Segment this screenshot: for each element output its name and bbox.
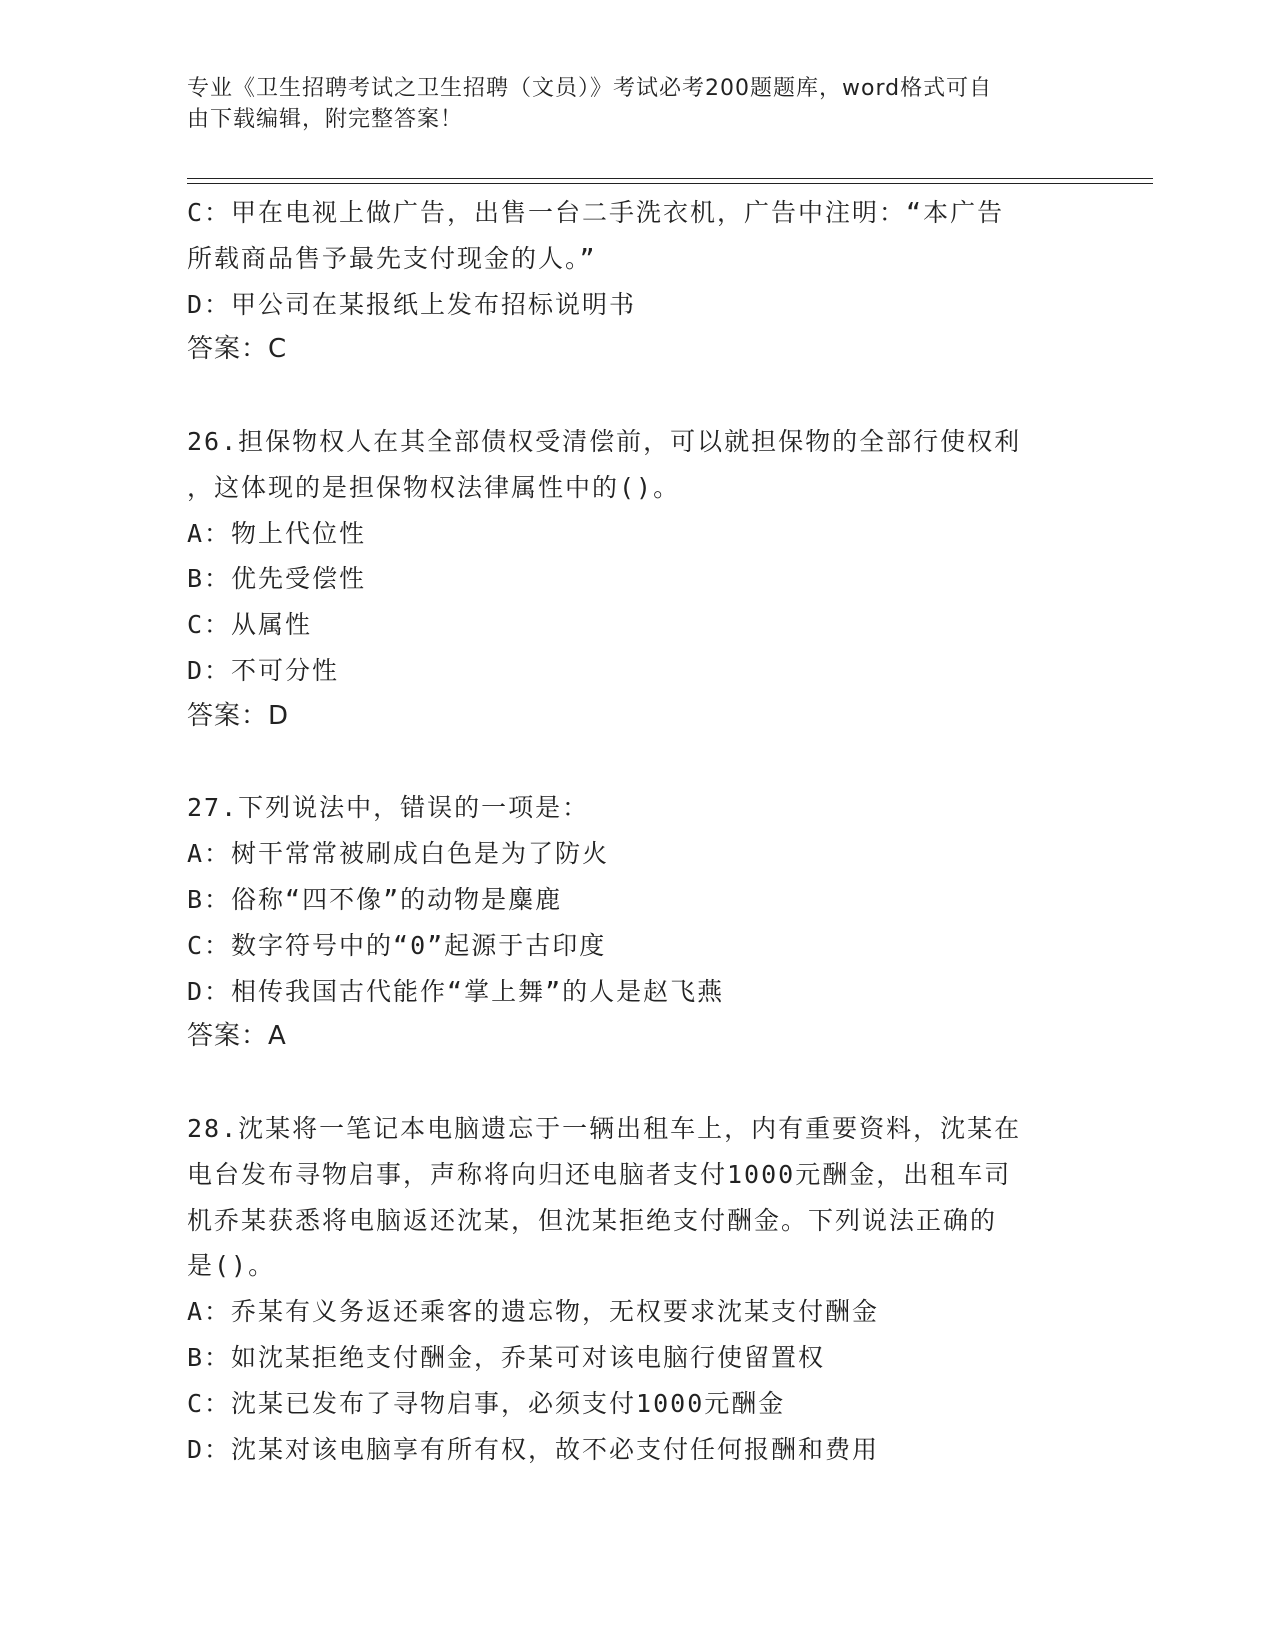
question-stem-line: 26.担保物权人在其全部债权受清偿前，可以就担保物的全部行使权利 xyxy=(187,426,1022,456)
spacer xyxy=(187,1060,1087,1106)
header-line-1: 专业《卫生招聘考试之卫生招聘（文员）》考试必考200题题库，word格式可自 xyxy=(187,76,993,101)
header-divider-bottom xyxy=(187,183,1153,184)
header-line-2: 由下载编辑，附完整答案！ xyxy=(187,107,464,132)
question-28 xyxy=(187,1106,1087,1472)
option-c-line-2: 所载商品售予最先支付现金的人。” xyxy=(187,243,597,273)
option-d: D：甲公司在某报纸上发布招标说明书 xyxy=(187,289,637,319)
option-a: A：物上代位性 xyxy=(187,518,367,548)
answer: 答案：A xyxy=(187,1021,287,1052)
option-d: D：不可分性 xyxy=(187,655,340,685)
continued-question xyxy=(187,190,1087,373)
option-c: C：数字符号中的“0”起源于古印度 xyxy=(187,930,607,960)
question-27 xyxy=(187,785,1087,1060)
question-stem-line: 电台发布寻物启事，声称将向归还电脑者支付1000元酬金，出租车司 xyxy=(187,1159,1012,1189)
option-b: B：优先受偿性 xyxy=(187,564,367,594)
question-stem-line: 27.下列说法中，错误的一项是： xyxy=(187,793,590,823)
option-d: D：沈某对该电脑享有所有权，故不必支付任何报酬和费用 xyxy=(187,1434,880,1464)
option-a: A：乔某有义务返还乘客的遗忘物，无权要求沈某支付酬金 xyxy=(187,1297,880,1327)
question-stem-line: 28.沈某将一笔记本电脑遗忘于一辆出租车上，内有重要资料，沈某在 xyxy=(187,1113,1022,1143)
document-body xyxy=(187,190,1087,1472)
option-a: A：树干常常被刷成白色是为了防火 xyxy=(187,839,610,869)
option-b: B：如沈某拒绝支付酬金，乔某可对该电脑行使留置权 xyxy=(187,1342,826,1372)
option-b: B：俗称“四不像”的动物是麋鹿 xyxy=(187,884,563,914)
answer: 答案：C xyxy=(187,334,288,365)
question-26 xyxy=(187,419,1087,740)
document-header xyxy=(187,73,1067,135)
header-divider-top xyxy=(187,178,1153,179)
option-c-line-1: C：甲在电视上做广告，出售一台二手洗衣机，广告中注明：“本广告 xyxy=(187,198,1005,227)
answer: 答案：D xyxy=(187,700,290,731)
spacer xyxy=(187,740,1087,786)
option-d: D：相传我国古代能作“掌上舞”的人是赵飞燕 xyxy=(187,976,725,1006)
option-c: C：从属性 xyxy=(187,610,313,640)
question-stem-line: ，这体现的是担保物权法律属性中的()。 xyxy=(187,472,681,502)
question-stem-line: 机乔某获悉将电脑返还沈某，但沈某拒绝支付酬金。下列说法正确的 xyxy=(187,1205,998,1235)
option-c: C：沈某已发布了寻物启事，必须支付1000元酬金 xyxy=(187,1388,786,1418)
question-stem-line: 是()。 xyxy=(187,1251,276,1281)
spacer xyxy=(187,373,1087,419)
